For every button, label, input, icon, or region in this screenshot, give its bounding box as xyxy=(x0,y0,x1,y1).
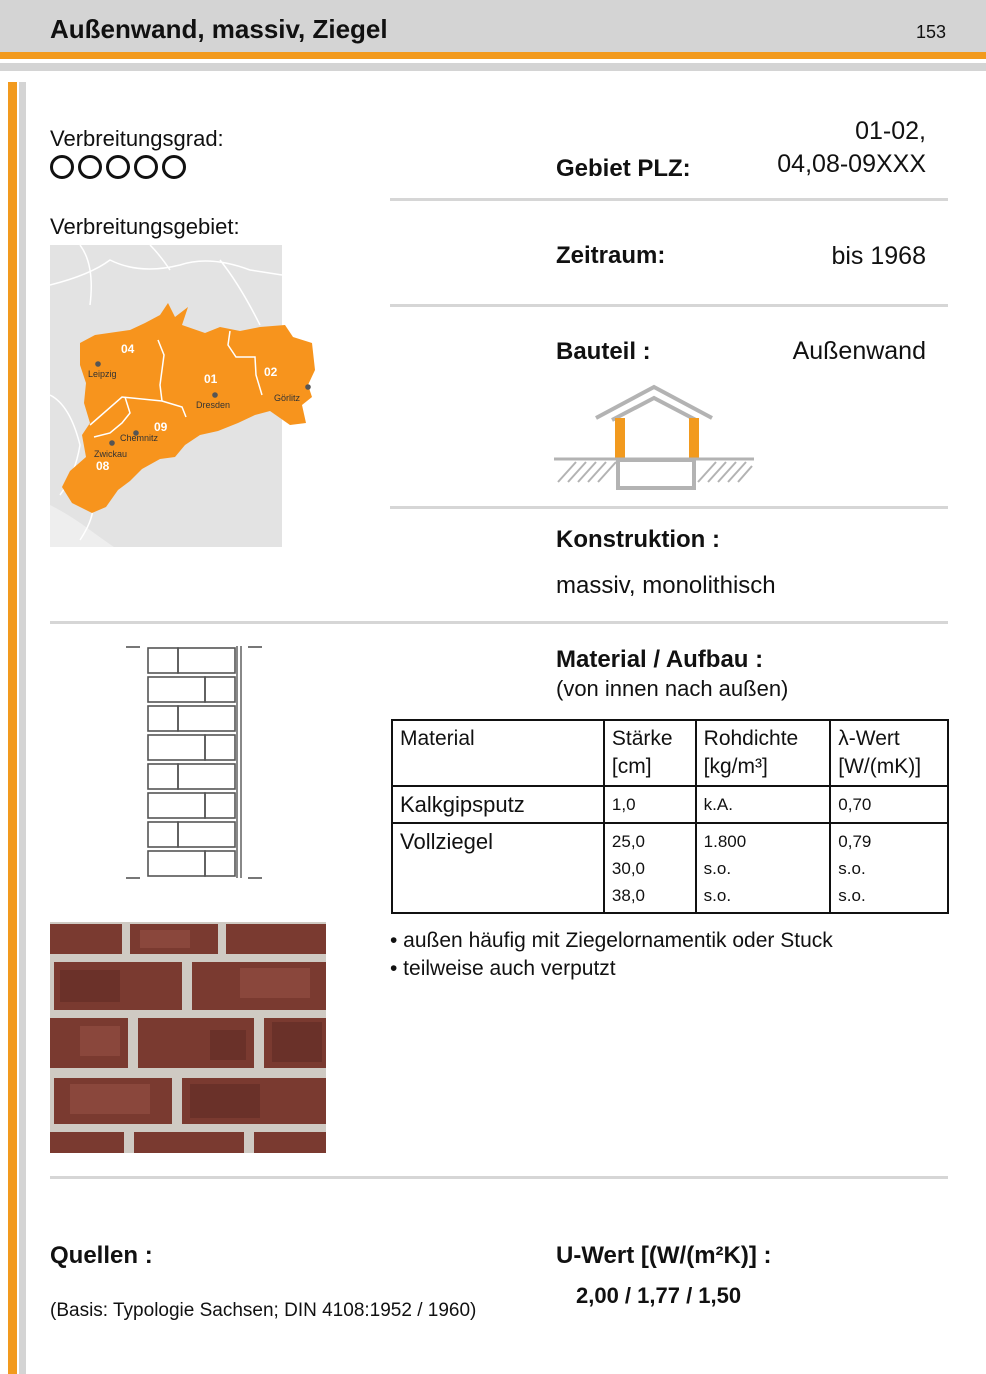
table-cell: k.A. xyxy=(696,786,831,823)
konstruktion-value: massiv, monolithisch xyxy=(556,572,776,599)
table-cell: 25,0 30,0 38,0 xyxy=(604,823,696,913)
map-city-label: Chemnitz xyxy=(120,433,159,443)
table-row xyxy=(392,786,948,823)
divider xyxy=(390,304,948,307)
side-orange-stripe xyxy=(8,82,17,1374)
map-city-label: Dresden xyxy=(196,400,231,410)
uwert-label: U-Wert [(W/(m²K)] : xyxy=(556,1242,772,1269)
header-orange-stripe xyxy=(0,52,986,59)
material-label: Material / Aufbau : xyxy=(556,646,764,673)
map-region-number: 08 xyxy=(96,459,110,473)
gebiet-value-line1: 01-02, xyxy=(855,117,926,145)
house-section-wall-icon xyxy=(552,382,756,494)
map-city-label: Görlitz xyxy=(274,393,301,403)
note-item: • außen häufig mit Ziegelornamentik oder Stuck xyxy=(390,929,833,952)
note-item: • teilweise auch verputzt xyxy=(390,957,616,980)
wall-section-drawing-icon xyxy=(122,642,268,882)
divider xyxy=(390,506,948,509)
table-cell: 0,79 s.o. s.o. xyxy=(830,823,948,913)
map-region-number: 04 xyxy=(121,342,135,356)
table-cell: 1.800 s.o. s.o. xyxy=(696,823,831,913)
region-map xyxy=(50,245,332,549)
table-cell-material: Kalkgipsputz xyxy=(392,786,604,823)
verbreitungsgebiet-label: Verbreitungsgebiet: xyxy=(50,214,240,239)
bauteil-value: Außenwand xyxy=(792,337,926,365)
divider xyxy=(50,1176,948,1179)
zeitraum-value: bis 1968 xyxy=(831,242,926,270)
page-title: Außenwand, massiv, Ziegel xyxy=(50,14,388,44)
verbreitungsgrad-label: Verbreitungsgrad: xyxy=(50,126,224,151)
quellen-text: (Basis: Typologie Sachsen; DIN 4108:1952 / 1960) xyxy=(50,1300,477,1321)
table-header-cell: Rohdichte [kg/m³] xyxy=(696,720,831,786)
bauteil-label: Bauteil : xyxy=(556,338,651,365)
divider xyxy=(390,198,948,201)
quellen-label: Quellen : xyxy=(50,1242,153,1269)
gebiet-label: Gebiet PLZ: xyxy=(556,155,691,182)
rating-circles-icon xyxy=(48,152,190,182)
zeitraum-label: Zeitraum: xyxy=(556,242,666,269)
map-city-label: Leipzig xyxy=(88,369,117,379)
map-region-number: 09 xyxy=(154,420,168,434)
page-number: 153 xyxy=(916,22,947,42)
table-cell: 0,70 xyxy=(830,786,948,823)
table-cell-material: Vollziegel xyxy=(392,823,604,913)
divider xyxy=(50,621,948,624)
konstruktion-label: Konstruktion : xyxy=(556,526,720,553)
table-header-cell: λ-Wert [W/(mK)] xyxy=(830,720,948,786)
map-city-label: Zwickau xyxy=(94,449,128,459)
uwert-value: 2,00 / 1,77 / 1,50 xyxy=(576,1283,742,1308)
header-grey-stripe xyxy=(0,63,986,71)
table-header-row xyxy=(392,720,948,786)
table-header-cell: Stärke [cm] xyxy=(604,720,696,786)
table-cell: 1,0 xyxy=(604,786,696,823)
side-grey-stripe xyxy=(19,82,26,1374)
material-table xyxy=(391,719,949,914)
gebiet-value-line2: 04,08-09XXX xyxy=(777,150,926,178)
table-header-cell: Material xyxy=(392,720,604,786)
brick-wall-photo xyxy=(50,922,326,1153)
table-row xyxy=(392,823,948,913)
map-region-number: 02 xyxy=(264,365,278,379)
map-region-number: 01 xyxy=(204,372,218,386)
material-sublabel: (von innen nach außen) xyxy=(556,676,789,701)
